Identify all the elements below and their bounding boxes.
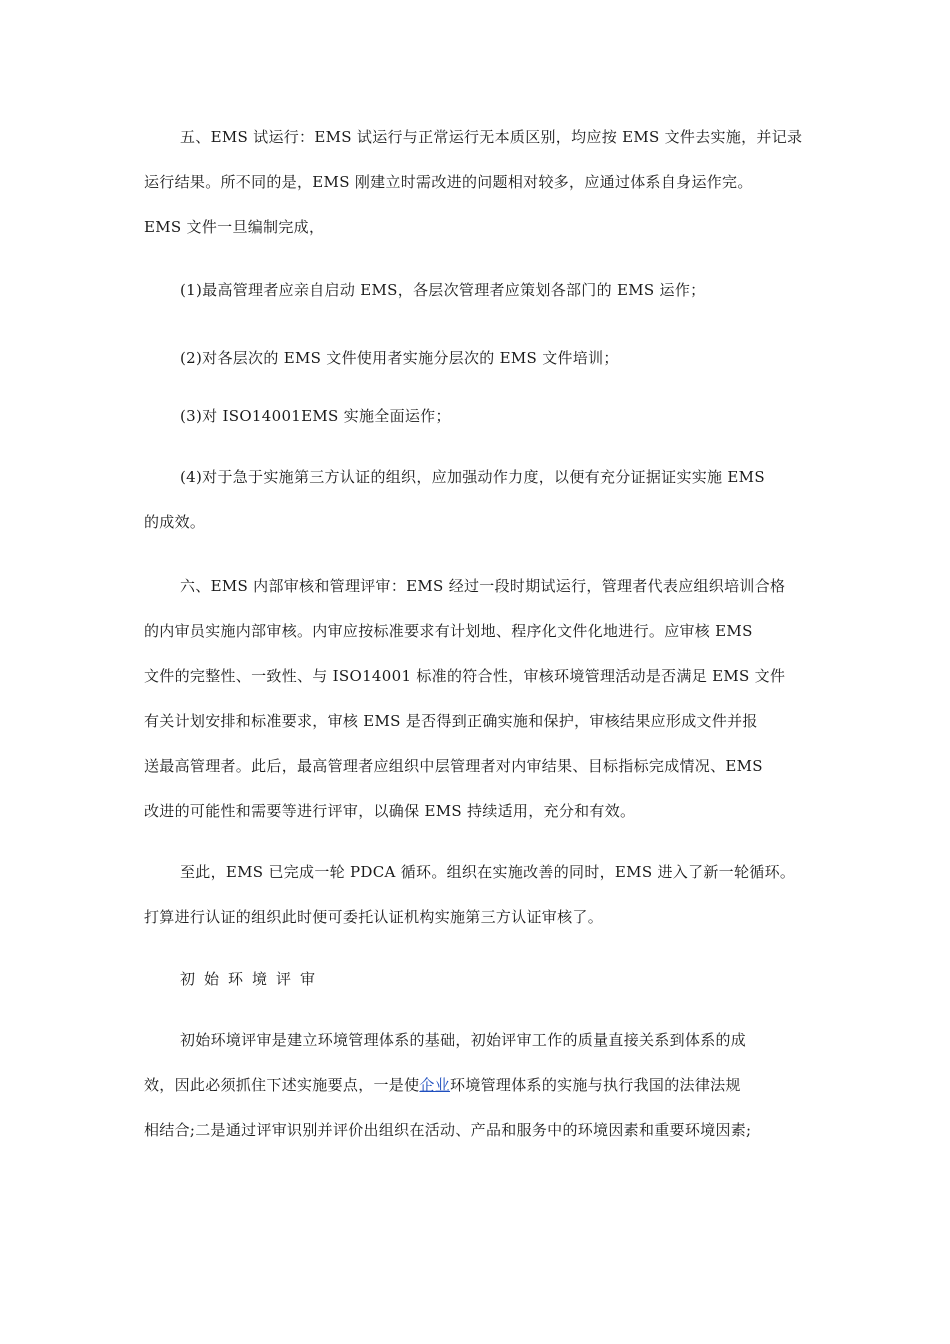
text-line: 的成效。 [144,513,206,531]
enterprise-link[interactable]: 企业 [419,1076,451,1094]
text-line: (3)对 ISO14001EMS 实施全面运作； [180,407,451,425]
list-item-3 [144,394,824,439]
text-line: EMS 文件一旦编制完成， [144,218,325,236]
text-segment: 环境管理体系的实施与执行我国的法律法规 [450,1076,741,1094]
text-line: 文件的完整性、一致性、与 ISO14001 标准的符合性，审核环境管理活动是否满足 EMS 文件 [144,667,786,685]
section-5-paragraph [144,115,824,250]
text-line [144,1063,824,1108]
section-6-paragraph [144,564,824,834]
list-item-2 [144,336,824,381]
text-line: 六、EMS 内部审核和管理评审：EMS 经过一段时期试运行，管理者代表应组织培训合格 [180,577,786,595]
initial-review-paragraph [144,1018,824,1153]
list-item-1 [144,268,824,313]
text-line: 五、EMS 试运行：EMS 试运行与正常运行无本质区别，均应按 EMS 文件去实施，并记录 [180,128,803,146]
section-heading: 初始环境评审 [180,970,325,988]
list-item-4 [144,455,824,545]
text-line: 有关计划安排和标准要求，审核 EMS 是否得到正确实施和保护，审核结果应形成文件并报 [144,712,758,730]
conclusion-paragraph [144,850,824,940]
text-segment: 效，因此必须抓住下述实施要点，一是使 [144,1076,420,1094]
text-line: 打算进行认证的组织此时便可委托认证机构实施第三方认证审核了。 [144,908,604,926]
text-line: (4)对于急于实施第三方认证的组织，应加强动作力度，以便有充分证据证实实施 EMS [180,468,765,486]
text-line: 改进的可能性和需要等进行评审，以确保 EMS 持续适用，充分和有效。 [144,802,636,820]
text-line: (2)对各层次的 EMS 文件使用者实施分层次的 EMS 文件培训； [180,349,619,367]
text-line: 运行结果。所不同的是，EMS 刚建立时需改进的问题相对较多，应通过体系自身运作完。 [144,173,753,191]
text-line: 送最高管理者。此后，最高管理者应组织中层管理者对内审结果、目标指标完成情况、EMS [144,757,763,775]
text-line: (1)最高管理者应亲自启动 EMS，各层次管理者应策划各部门的 EMS 运作； [180,281,706,299]
text-line: 初始环境评审是建立环境管理体系的基础，初始评审工作的质量直接关系到体系的成 [180,1031,747,1049]
text-line: 相结合;二是通过评审识别并评价出组织在活动、产品和服务中的环境因素和重要环境因素; [144,1121,752,1139]
text-line: 至此，EMS 已完成一轮 PDCA 循环。组织在实施改善的同时，EMS 进入了新一轮循环。 [180,863,796,881]
text-line: 的内审员实施内部审核。内审应按标准要求有计划地、程序化文件化地进行。应审核 EMS [144,622,753,640]
